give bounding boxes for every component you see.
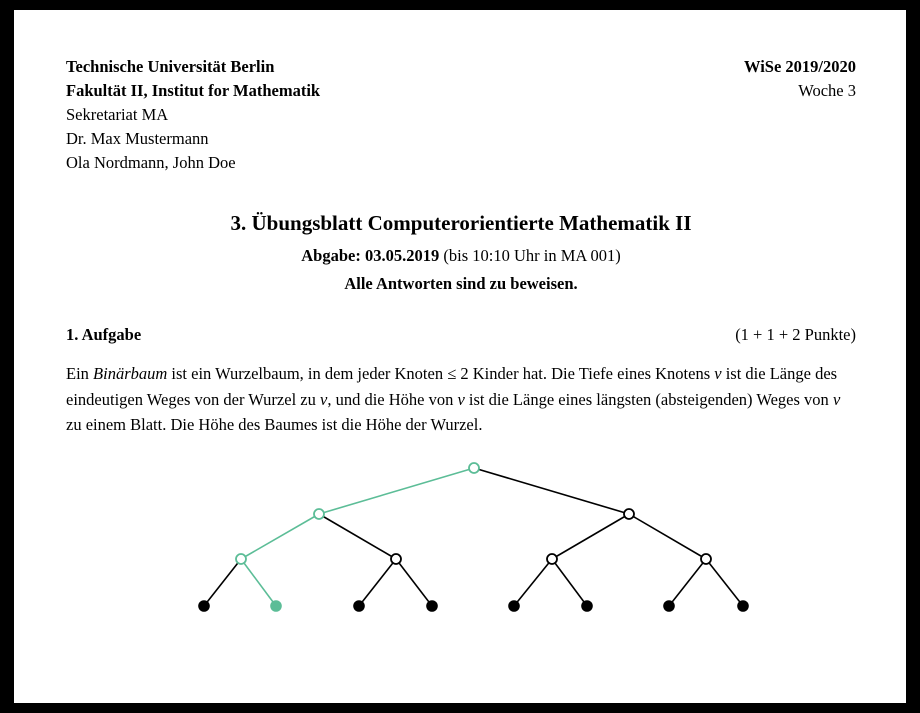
tree-edge [552, 559, 587, 606]
page-title: 3. Übungsblatt Computerorientierte Mathematik II [230, 211, 692, 235]
var-v-3: v [457, 389, 465, 409]
tree-edge [319, 514, 396, 559]
tree-inner-node [547, 554, 557, 564]
document-header [66, 55, 856, 175]
week-label: Woche 3 [798, 81, 856, 100]
task-points: (1 + 1 + 2 Punkte) [735, 325, 856, 344]
document-content [66, 55, 856, 636]
para-seg-3: ist die Länge des eindeutigen Weges von der Wurzel zu [66, 364, 838, 409]
tree-leaf-node [427, 601, 437, 611]
tree-edge [474, 468, 629, 514]
term-binaerbaum: Binärbaum [93, 364, 168, 383]
tree-leaf-node [738, 601, 748, 611]
para-seg-5: ist die Länge eines längsten (absteigenden) Weges von [464, 389, 833, 409]
semester-label: WiSe 2019/2020 [744, 57, 856, 76]
binary-tree-figure [66, 456, 856, 636]
tree-inner-node [624, 509, 634, 519]
tree-edge [241, 559, 276, 606]
tree-edge [319, 468, 474, 514]
tree-edge [396, 559, 432, 606]
tree-edge [241, 514, 319, 559]
para-seg-2: ist ein Wurzelbaum, in dem jeder Knoten ≤ 2 Kinder hat. Die Tiefe eines Knotens [167, 364, 715, 383]
tree-edge [514, 559, 552, 606]
secretariat-line: Sekretariat MA [66, 105, 169, 124]
university-name: Technische Universität Berlin [66, 57, 275, 76]
tree-edge [629, 514, 706, 559]
para-seg-1: Ein [66, 364, 94, 383]
lecturer-line: Dr. Max Mustermann [66, 129, 209, 148]
faculty-name: Fakultät II, Institut for Mathematik [66, 81, 321, 100]
tutors-line: Ola Nordmann, John Doe [66, 153, 236, 172]
header-row-2 [66, 79, 856, 103]
tree-inner-node [314, 509, 324, 519]
deadline-details: (bis 10:10 Uhr in MA 001) [439, 246, 621, 265]
tree-leaf-node [199, 601, 209, 611]
var-v-1: v [714, 364, 722, 383]
tree-edge [359, 559, 396, 606]
tree-leaf-node [271, 601, 281, 611]
task-paragraph [66, 361, 856, 438]
tree-edge [706, 559, 743, 606]
deadline-line [66, 243, 856, 269]
tree-edge [552, 514, 629, 559]
proof-notice: Alle Antworten sind zu beweisen. [344, 274, 578, 293]
para-seg-4: , und die Höhe von [327, 389, 458, 409]
document-page [14, 10, 906, 703]
para-seg-6: zu einem Blatt. Die Höhe des Baumes ist die Höhe der Wurzel. [66, 415, 483, 434]
var-v-4: v [832, 389, 841, 409]
tree-leaf-node [509, 601, 519, 611]
tree-leaf-node [354, 601, 364, 611]
tree-inner-node [236, 554, 246, 564]
task-label: 1. Aufgabe [66, 325, 142, 344]
deadline-date: Abgabe: 03.05.2019 [301, 246, 440, 265]
tree-inner-node [701, 554, 711, 564]
tree-leaf-node [664, 601, 674, 611]
tree-leaf-node [582, 601, 592, 611]
task-header [66, 325, 856, 345]
tree-inner-node [469, 463, 479, 473]
tree-edge [204, 559, 241, 606]
tree-edge [669, 559, 706, 606]
header-row-1 [66, 55, 856, 79]
tree-inner-node [391, 554, 401, 564]
title-block [66, 209, 856, 297]
var-v-2: v [319, 389, 328, 409]
binary-tree-diagram [66, 456, 856, 636]
